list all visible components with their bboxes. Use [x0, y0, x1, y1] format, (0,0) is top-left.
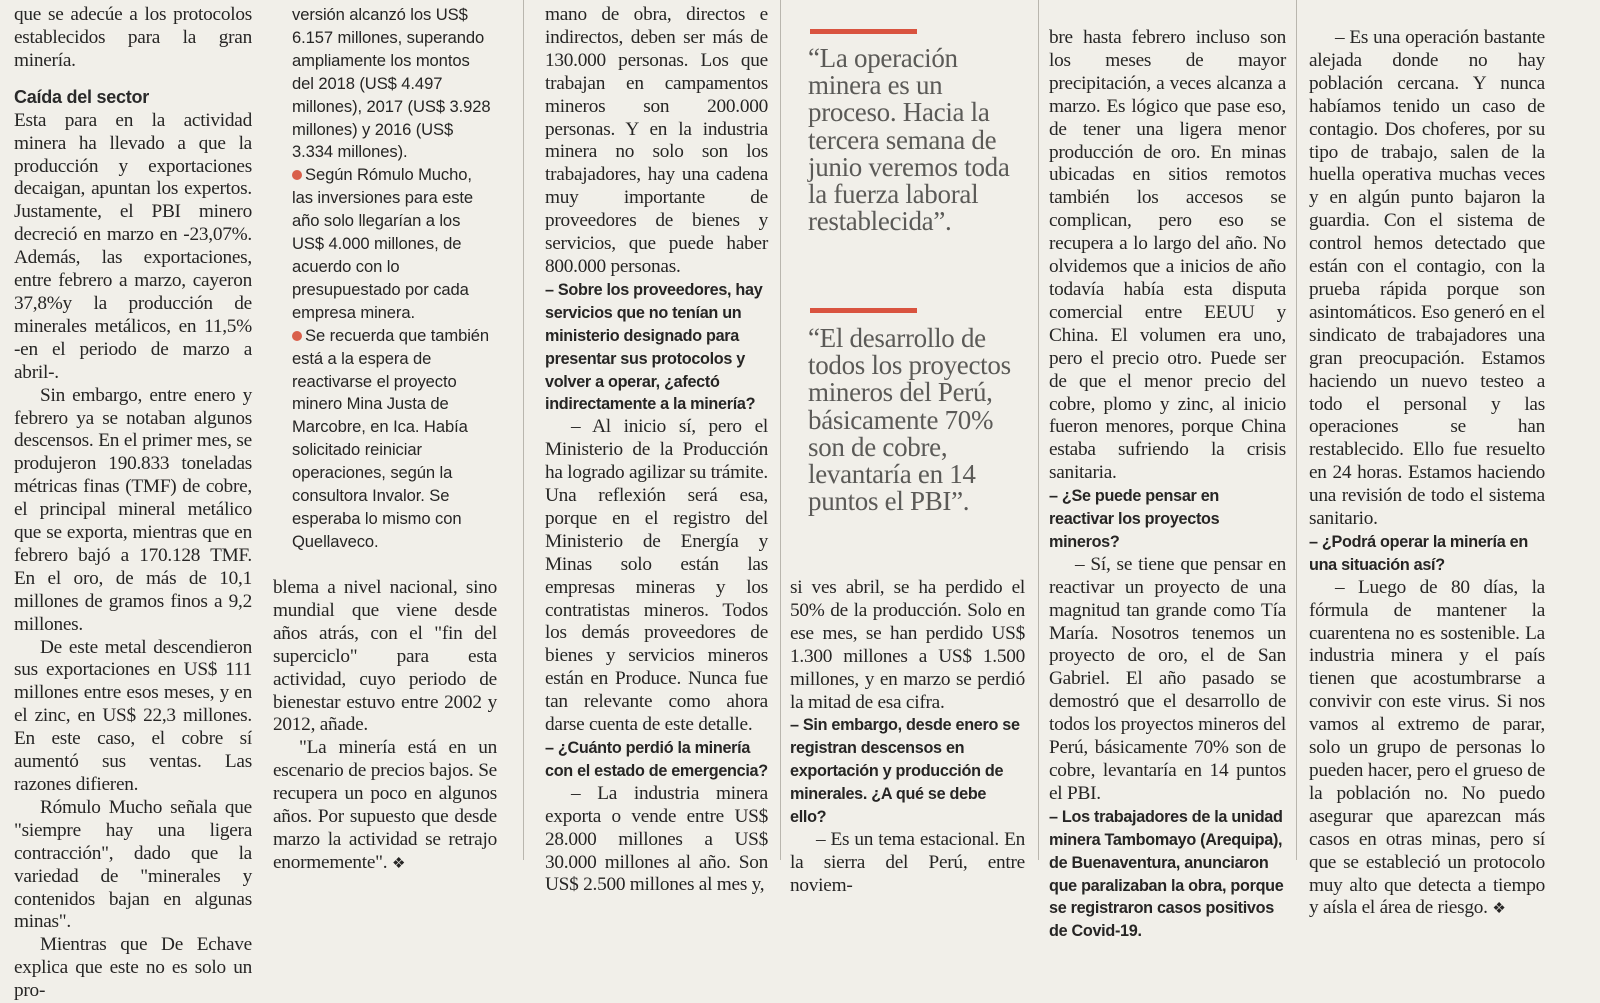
quote-divider: [810, 29, 917, 34]
answer: – Sí, se tiene que pensar en reactivar un proyecto de una magnitud tan grande como Tía María. Nosotros tenemos un proyecto de oro, el de San Gabriel. El año pasado se demostró que el desarrollo de todos los proyectos mineros del Perú, básicamente 70% son de cobre, levantaría en 14 puntos el PBI.: [1049, 553, 1286, 804]
bullet-icon: [292, 331, 302, 341]
answer: – La industria minera exporta o vende entre US$ 28.000 millones a US$ 30.000 millones al año. Son US$ 2.500 millones al mes y,: [545, 782, 768, 896]
paragraph: Mientras que De Echave explica que este no es solo un pro-: [14, 934, 252, 1002]
question: – Sin embargo, desde enero se registran descensos en exportación y producción de minerales. ¿A qué se debe ello?: [790, 716, 1020, 827]
question: – Sobre los proveedores, hay servicios que no tenían un ministerio designado para presentar sus protocolos y volver a operar, ¿afectó indirectamente a la minería?: [545, 280, 763, 414]
paragraph: Esta para en la actividad minera ha llevado a que la producción y exportaciones decaigan, apuntan los expertos. Justamente, el PBI minero decreció en marzo en -23,07%. Además, las exportaciones, entre febrero a marzo, cayeron 37,8%y la producción de minerales metálicos, en 11,5% -en el periodo de marzo a abril-.: [14, 109, 252, 383]
column-4: [790, 577, 1025, 896]
answer: – Al inicio sí, pero el Ministerio de la Producción ha logrado agilizar su trámite. Una reflexión será esa, porque en el registro del Ministerio de Energía y Minas solo están las empresas mineras y los contratistas mineros. Todos los demás proveedores de bienes y servicios mineros están en Produce. Nunca fue tan relevante como ahora darse cuenta de este detalle.: [545, 416, 769, 736]
question: – ¿Se puede pensar en reactivar los proyectos mineros?: [1049, 487, 1220, 551]
paragraph: blema a nivel nacional, sino mundial que viene desde años atrás, con el "fin del superciclo" para esta actividad, cuyo periodo de bienestar estuvo entre 2002 y 2012, añade.: [273, 577, 497, 736]
answer: – Es una operación bastante alejada donde no hay población cercana. Y nunca habíamos tenido un caso de contagio. Dos choferes, por su tipo de trabajo, salen de la huella operativa muchas veces y en algún punto bajaron la guardia. Con el sistema de control hemos detectado que están con el contagio, con la prueba rápida porque son asintomáticos. Eso generó en el sindicato de trabajadores una gran preocupación. Estamos haciendo un nuevo testeo a todo el personal y las operaciones se han restablecido. Ello fue resuelto en 24 horas. Estamos haciendo una revisión de todo el sistema sanitario.: [1309, 27, 1545, 530]
subheading: Caída del sector: [14, 86, 150, 107]
paragraph: Sin embargo, entre enero y febrero ya se notaban algunos descensos. En el primer mes, se produjeron 190.833 toneladas métricas finas (TMF) de cobre, el principal mineral metálico que se exporta, mientras que en febrero bajó a 170.128 TMF. En el oro, de más de 10,1 millones de gramos finos a 9,2 millones.: [14, 384, 252, 635]
paragraph: "La minería está en un escenario de precios bajos. Se recupera un poco en algunos años. Por supuesto que desde marzo la actividad se retrajo enormemente". ❖: [273, 737, 497, 873]
column-5: [1049, 27, 1286, 941]
column-2: [273, 577, 497, 877]
pull-quote: “La operación minera es un proceso. Hacia la tercera semana de junio veremos toda la fuerza laboral restablecida”.: [808, 43, 1010, 237]
quote-divider: [810, 308, 917, 313]
paragraph: De este metal descendieron sus exportaciones en US$ 111 millones entre esos meses, y en el zinc, en US$ 22,3 millones. En este caso, el cobre sí aumentó sus ventas. Las razones difieren.: [14, 636, 252, 795]
end-mark-icon: ❖: [391, 855, 406, 872]
column-rule: [523, 0, 524, 860]
column-rule: [1296, 0, 1297, 860]
bullet-icon: [292, 170, 302, 180]
column-rule: [780, 0, 781, 860]
paragraph: bre hasta febrero incluso son los meses de mayor precipitación, a veces alcanza a marzo. Es lógico que pase eso, de tener una ligera menor producción de oro. En minas ubicadas en sitios remotos también los accesos se complican, pero eso se recupera a lo largo del año. No olvidemos que a inicios de año todavía había esta disputa comercial entre EEUU y China. El volumen era uno, pero el precio otro. Puede ser de que el menor precio del cobre, plomo y zinc, al inicio fueron menores, porque China estaba sufriendo la crisis sanitaria.: [1049, 27, 1286, 484]
box-paragraph: versión alcanzó los US$ 6.157 millones, superando ampliamente los montos del 2018 (US$ 4.497 millones), 2017 (US$ 3.928 millones) y 2016 (US$ 3.334 millones).: [292, 5, 491, 162]
column-3: [545, 4, 768, 901]
answer: – Es un tema estacional. En la sierra del Perú, entre noviem-: [790, 828, 1025, 896]
column-6: [1309, 27, 1545, 924]
question: – ¿Podrá operar la minería en una situación así?: [1309, 532, 1528, 574]
pull-quote: “El desarrollo de todos los proyectos mineros del Perú, básicamente 70% son de cobre, levantaría en 14 puntos el PBI”.: [808, 323, 1011, 517]
paragraph: si ves abril, se ha perdido el 50% de la producción. Solo en ese mes, se han perdido US$ 1.300 millones a US$ 1.500 millones, y en marzo se perdió la mitad de esa cifra.: [790, 577, 1025, 713]
box-item: Según Rómulo Mucho, las inversiones para este año solo llegarían a los US$ 4.000 millones, de acuerdo con lo presupuestado por cada empresa minera.: [292, 165, 474, 322]
paragraph: que se adecúe a los protocolos establecidos para la gran minería.: [14, 4, 252, 71]
info-box: [292, 4, 492, 551]
column-1: [14, 4, 252, 1002]
question: – ¿Cuánto perdió la minería con el estado de emergencia?: [545, 739, 768, 780]
paragraph: mano de obra, directos e indirectos, deben ser más de 130.000 personas. Los que trabajan en campamentos mineros son 200.000 personas. Y en la industria minera no solo son los trabajadores, hay una cadena muy importante de proveedores de bienes y servicios, que puede haber 800.000 personas.: [545, 4, 768, 277]
paragraph: Rómulo Mucho señala que "siempre hay una ligera contracción", dado que la variedad de "minerales y contenidos bajan en algunas minas".: [14, 796, 252, 933]
column-rule: [1038, 0, 1039, 860]
end-mark-icon: ❖: [1492, 901, 1506, 918]
question: – Los trabajadores de la unidad minera Tambomayo (Arequipa), de Buenaventura, anunciaron que paralizaban la obra, porque se registraron casos positivos de Covid-19.: [1049, 807, 1284, 941]
box-item: Se recuerda que también está a la espera de reactivarse el proyecto minero Mina Justa de Marcobre, en Ica. Había solicitado reiniciar operaciones, según la consultora Invalor. Se esperaba lo mismo con Quellaveco.: [292, 325, 490, 551]
answer: – Luego de 80 días, la fórmula de mantener la cuarentena no es sostenible. La industria minera y el país tienen que acostumbrarse a convivir con este virus. Si nos vamos al extremo de parar, solo un grupo de personas lo pueden hacer, pero el grueso de la población no. No puedo asegurar que aparezcan más casos en otras minas, pero sí que se estableció un protocolo muy alto que detecta a tiempo y aísla el área de riesgo. ❖: [1309, 576, 1545, 919]
